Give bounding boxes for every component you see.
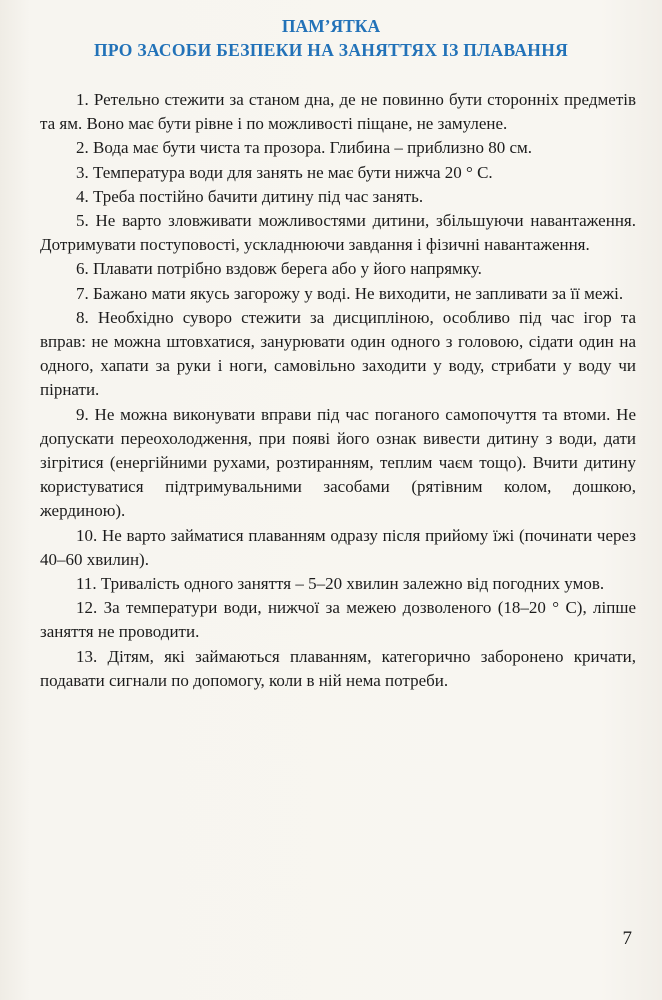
rule-item-13: 13. Дітям, які займаються плаванням, категорично заборонено кричати, подавати сигнали по допомогу, коли в ній нема потреби.	[40, 646, 636, 690]
rule-item-4: 4. Треба постійно бачити дитину під час занять.	[76, 186, 424, 206]
page-header	[0, 14, 662, 62]
memo-subtitle: ПРО ЗАСОБИ БЕЗПЕКИ НА ЗАНЯТТЯХ ІЗ ПЛАВАННЯ	[93, 40, 569, 60]
rule-item-7: 7. Бажано мати якусь загорожу у воді. Не виходити, не запливати за її межі.	[76, 283, 624, 303]
rule-item-9: 9. Не можна виконувати вправи під час поганого самопочуття та втоми. Не допускати переохолодження, при появі його ознак вивести дитину з води, дати зігрітися (енергійними рухами, розтиранням, теплим чаєм тощо). Вчити дитину користуватися підтримувальними засобами (рятівним колом, дошкою, жердиною).	[40, 404, 636, 521]
rule-item-11: 11. Тривалість одного заняття – 5–20 хвилин залежно від погодних умов.	[76, 574, 605, 594]
rule-item-8: 8. Необхідно суворо стежити за дисципліною, особливо під час ігор та вправ: не можна штовхатися, занурювати один одного з головою, сідати один на одного, хапати за руки і ноги, самовільно заходити у воду, стрибати у воду чи пірнати.	[40, 307, 636, 400]
rule-item-2: 2. Вода має бути чиста та прозора. Глибина – приблизно 80 см.	[76, 138, 533, 158]
rule-item-5: 5. Не варто зловживати можливостями дитини, збільшуючи навантаження. Дотримувати поступовості, ускладнюючи завдання і фізичні навантаження.	[40, 211, 636, 255]
rules-list	[40, 88, 636, 693]
rule-item-12: 12. За температури води, нижчої за межею дозволеного (18–20 ° С), ліпше заняття не проводити.	[40, 598, 636, 642]
rule-item-10: 10. Не варто займатися плаванням одразу після прийому їжі (починати через 40–60 хвилин).	[40, 525, 636, 569]
rule-item-1: 1. Ретельно стежити за станом дна, де не повинно бути сторонніх предметів та ям. Воно має бути рівне і по можливості піщане, не замулене.	[40, 90, 636, 134]
rule-item-6: 6. Плавати потрібно вздовж берега або у його напрямку.	[76, 259, 482, 279]
rule-item-3: 3. Температура води для занять не має бути нижча 20 ° С.	[76, 162, 493, 182]
memo-title: ПАМ’ЯТКА	[281, 16, 381, 36]
page-number: 7	[622, 928, 632, 949]
